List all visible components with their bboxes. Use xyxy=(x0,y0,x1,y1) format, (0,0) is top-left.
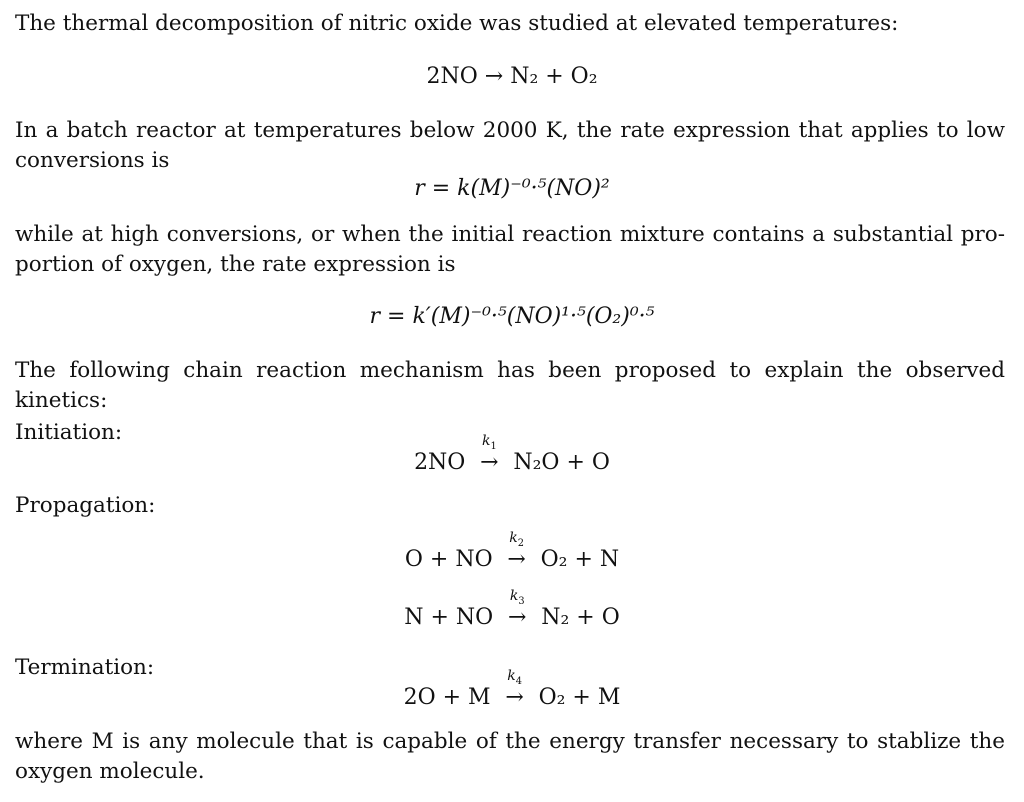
propagation-1-rhs: O₂ + N xyxy=(540,547,620,572)
termination-lhs: 2O + M xyxy=(403,685,491,710)
propagation-2-lhs: N + NO xyxy=(404,605,494,630)
mechanism-paragraph: The following chain reaction mechanism has been proposed to explain the observed kinetics: xyxy=(15,358,1005,413)
rate-expression-high xyxy=(0,302,1024,332)
overall-reaction-lhs: 2NO xyxy=(426,64,478,89)
arrow-icon: → xyxy=(480,450,499,475)
propagation-2-rhs: N₂ + O xyxy=(541,605,620,630)
initiation-arrow xyxy=(474,433,504,478)
propagation-equation-2 xyxy=(0,588,1024,633)
propagation-2-arrow xyxy=(502,588,532,633)
arrow-icon: → xyxy=(508,605,527,630)
intro-paragraph: The thermal decomposition of nitric oxide was studied at elevated temperatures: xyxy=(15,11,899,36)
propagation-label: Propagation: xyxy=(15,493,156,518)
initiation-lhs: 2NO xyxy=(414,450,466,475)
termination-equation xyxy=(0,668,1024,713)
rate-expression-low-text: r = k(M)⁻⁰·⁵(NO)² xyxy=(414,176,610,201)
initiation-rate-constant: $k_1$ xyxy=(482,433,497,452)
overall-reaction-equation xyxy=(0,62,1024,92)
termination-label: Termination: xyxy=(15,655,155,680)
propagation-2-rate-constant: $k_3$ xyxy=(509,588,525,607)
initiation-label: Initiation: xyxy=(15,420,123,445)
overall-reaction-arrow: → xyxy=(484,64,504,89)
arrow-icon: → xyxy=(505,685,524,710)
propagation-1-rate-constant: $k_2$ xyxy=(509,530,524,549)
rate-expression-low xyxy=(0,174,1024,204)
low-conversion-paragraph: In a batch reactor at temperatures below 2000 K, the rate expression that applies to low conversions is xyxy=(15,118,1005,173)
initiation-rhs: N₂O + O xyxy=(513,450,610,475)
overall-reaction-rhs: N₂ + O₂ xyxy=(510,64,598,89)
termination-rhs: O₂ + M xyxy=(538,685,621,710)
rate-expression-high-text: r = k′(M)⁻⁰·⁵(NO)¹·⁵(O₂)⁰·⁵ xyxy=(369,304,655,329)
initiation-equation xyxy=(0,433,1024,478)
high-conversion-paragraph: while at high conversions, or when the initial reaction mixture contains a substantial pro- portion of oxygen, the rate expression is xyxy=(15,222,1005,277)
termination-arrow xyxy=(500,668,530,713)
propagation-equation-1 xyxy=(0,530,1024,575)
footer-paragraph: where M is any molecule that is capable of the energy transfer necessary to stablize the oxygen molecule. xyxy=(15,729,1005,784)
propagation-1-arrow xyxy=(502,530,532,575)
propagation-1-lhs: O + NO xyxy=(404,547,493,572)
arrow-icon: → xyxy=(507,547,526,572)
termination-rate-constant: $k_4$ xyxy=(507,668,522,687)
